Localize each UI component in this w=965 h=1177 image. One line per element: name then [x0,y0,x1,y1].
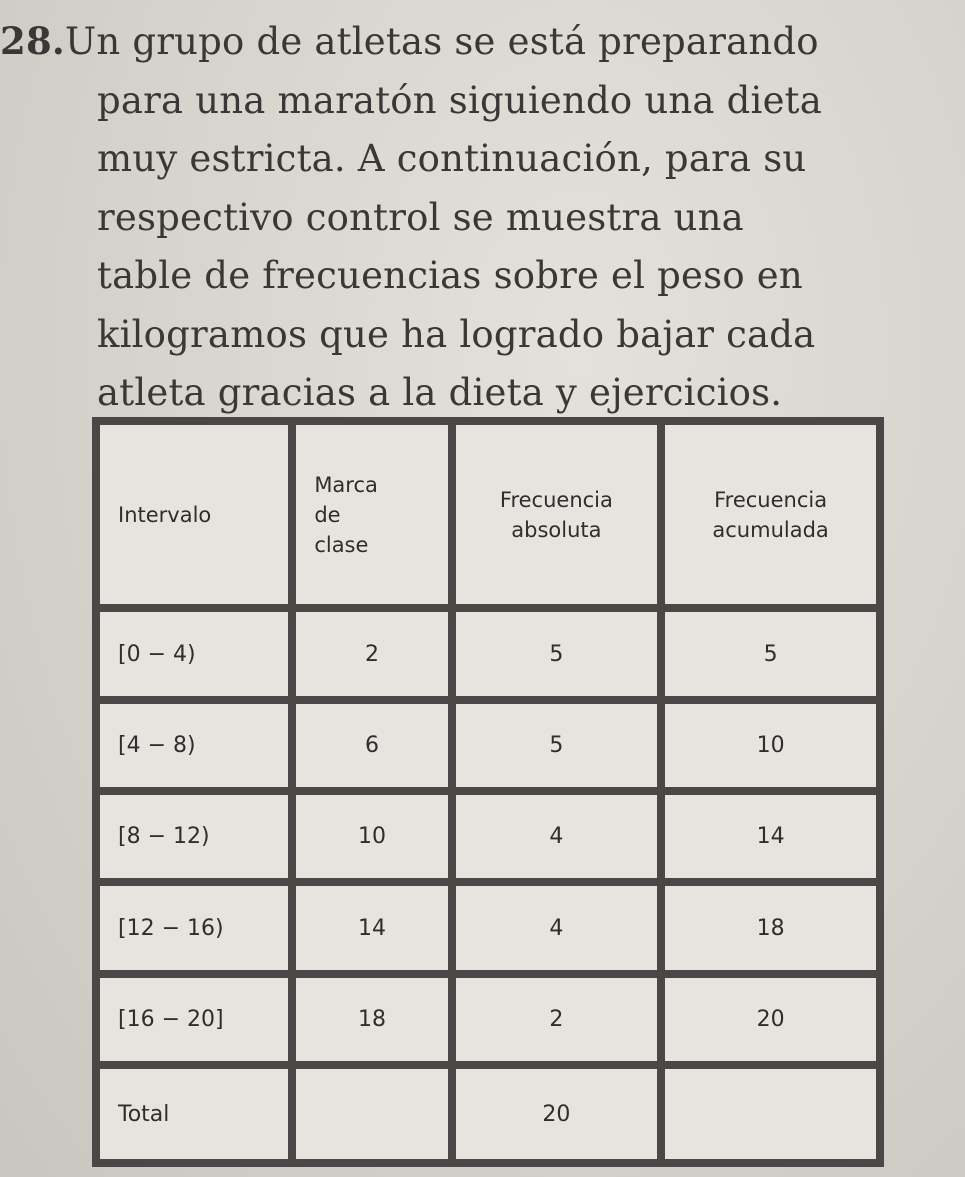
problem-line-1: 28.Un grupo de atletas se está preparando [0,19,819,63]
header-intervalo: Intervalo [100,425,288,604]
cell-frecuencia-absoluta: 4 [456,886,658,969]
table-row [100,704,876,787]
cell-marca: 18 [296,978,447,1061]
cell-frecuencia-acumulada: 14 [665,795,876,878]
table-row [100,978,876,1061]
table-row [100,886,876,969]
header-frecuencia-acumulada: Frecuencia acumulada [665,425,876,604]
cell-frecuencia-absoluta: 2 [456,978,658,1061]
cell-frecuencia-acumulada: 5 [665,612,876,695]
cell-marca: 14 [296,886,447,969]
cell-intervalo: [12 − 16) [100,886,288,969]
frequency-table-frame [92,417,884,1167]
cell-marca: 10 [296,795,447,878]
cell-frecuencia-absoluta: 5 [456,704,658,787]
cell-frecuencia-acumulada: 18 [665,886,876,969]
cell-total-frecuencia-absoluta: 20 [456,1069,658,1159]
cell-frecuencia-absoluta: 5 [456,612,658,695]
problem-number: 28. [0,19,65,63]
cell-intervalo: [0 − 4) [100,612,288,695]
table-row [100,612,876,695]
cell-intervalo: [4 − 8) [100,704,288,787]
cell-intervalo: [8 − 12) [100,795,288,878]
problem-statement [0,12,930,423]
table-total-row [100,1069,876,1159]
cell-total-label: Total [100,1069,288,1159]
cell-frecuencia-acumulada: 10 [665,704,876,787]
cell-frecuencia-absoluta: 4 [456,795,658,878]
header-frecuencia-absoluta: Frecuencia absoluta [456,425,658,604]
problem-line-6: kilogramos que ha logrado bajar cada [97,312,816,356]
cell-frecuencia-acumulada: 20 [665,978,876,1061]
table-row [100,795,876,878]
problem-line-5: table de frecuencias sobre el peso en [97,254,803,297]
cell-marca: 6 [296,704,447,787]
table-header-row [100,425,876,604]
cell-intervalo: [16 − 20] [100,978,288,1061]
problem-line-3: muy estricta. A continuación, para su [97,137,807,180]
problem-line-2: para una maratón siguiendo una dieta [97,78,822,122]
cell-marca: 2 [296,612,447,695]
cell-total-frecuencia-acumulada [665,1069,876,1159]
problem-line-7: atleta gracias a la dieta y ejercicios. [97,371,783,414]
header-marca-de-clase: Marca de clase [296,425,447,604]
frequency-table [92,417,884,1167]
cell-total-marca [296,1069,447,1159]
problem-line-4: respectivo control se muestra una [97,195,744,239]
